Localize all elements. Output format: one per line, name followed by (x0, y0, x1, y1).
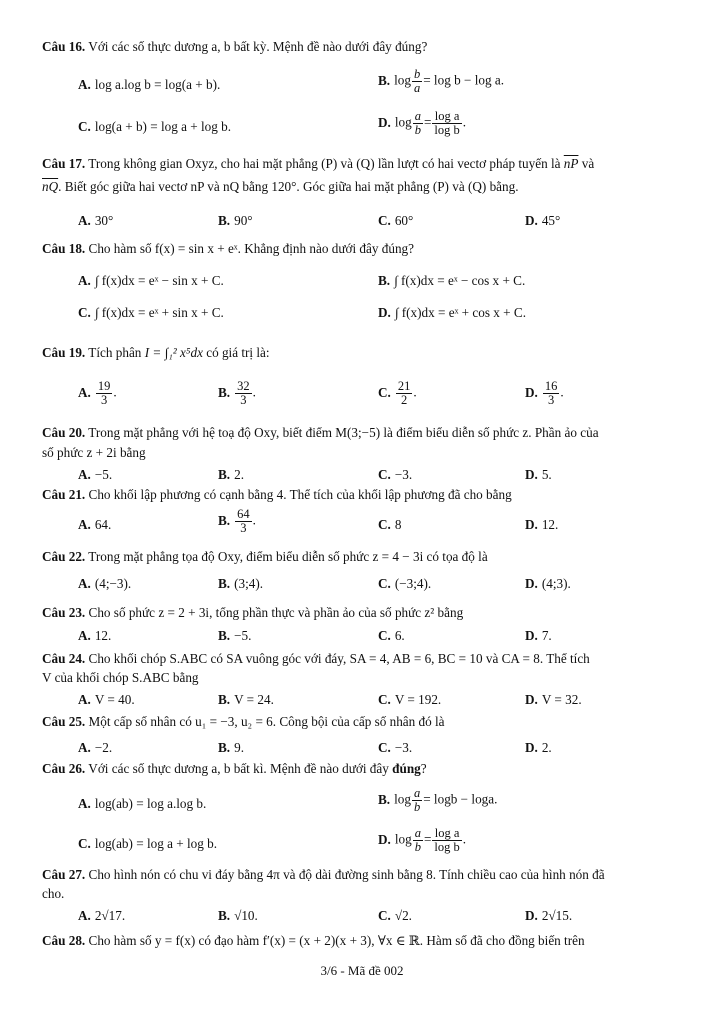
option-a[interactable] (78, 76, 220, 93)
option-text: 45° (541, 213, 561, 228)
option-text: (3;4). (234, 576, 264, 591)
option-text: ∫ f(x)dx = eˣ − sin x + C. (94, 273, 224, 288)
question-24 (42, 650, 684, 686)
option-text: ∫ f(x)dx = eˣ + sin x + C. (94, 305, 224, 320)
option-b[interactable] (218, 739, 244, 756)
option-label: A. (78, 740, 91, 755)
question-18 (42, 240, 414, 257)
option-text: 2. (541, 740, 552, 755)
option-label: D. (378, 114, 391, 130)
option-text: 7. (541, 628, 552, 643)
fraction (412, 787, 422, 814)
option-label: D. (525, 467, 538, 482)
option-label: D. (525, 908, 538, 923)
option-text: 64. (94, 517, 112, 532)
question-stem: Cho hàm số y = f(x) có đạo hàm f′(x) = (x + 2)(x + 3), ∀x ∈ ℝ. Hàm số đã cho đồng biến trên (88, 933, 585, 948)
option-d[interactable] (525, 739, 552, 756)
option-label: B. (378, 72, 391, 88)
option-b[interactable] (218, 691, 274, 708)
option-text: log (394, 114, 412, 130)
option-label: B. (218, 384, 231, 400)
page-footer: 3/6 - Mã đề 002 (320, 963, 404, 978)
option-label: A. (78, 273, 91, 288)
question-number: Câu 22. (42, 549, 86, 564)
option-label: C. (378, 576, 391, 591)
numerator: a (413, 786, 421, 800)
option-label: C. (78, 119, 91, 134)
option-text: −2. (94, 740, 113, 755)
option-label: D. (378, 831, 391, 847)
question-number: Câu 18. (42, 241, 86, 256)
option-label: D. (525, 213, 538, 228)
denominator: 3 (240, 393, 247, 408)
question-20 (42, 424, 684, 461)
option-d[interactable] (525, 691, 582, 708)
question-number: Câu 23. (42, 605, 86, 620)
option-label: C. (378, 384, 391, 400)
numerator: b (413, 67, 421, 81)
option-b[interactable] (378, 272, 525, 289)
option-a[interactable] (78, 627, 111, 644)
denominator: 3 (547, 393, 555, 408)
option-label: D. (378, 305, 391, 320)
question-stem: Cho khối lập phương có cạnh bằng 4. Thể tích của khối lập phương đã cho bằng (88, 487, 512, 502)
option-text: log (394, 72, 411, 88)
option-text: = (423, 831, 432, 847)
option-a[interactable] (78, 739, 112, 756)
option-d[interactable] (525, 212, 560, 229)
option-text: . (462, 831, 467, 847)
option-text: log(ab) = log a + log b. (94, 836, 218, 851)
question-17 (42, 155, 684, 195)
option-label: C. (378, 517, 391, 532)
denominator: 2 (400, 393, 408, 408)
option-c[interactable] (378, 691, 441, 708)
question-stem: Cho số phức z = 2 + 3i, tổng phần thực và phần ảo của số phức z² bằng (88, 605, 464, 620)
option-a[interactable] (78, 212, 113, 229)
question-16 (42, 38, 427, 55)
denominator: log b (434, 840, 460, 855)
option-c[interactable] (78, 835, 217, 852)
question-stem: Một cấp số nhân có u₁ = −3, u₂ = 6. Công bội của cấp số nhân đó là (88, 714, 445, 729)
question-stem: Trong mặt phẳng tọa độ Oxy, điểm biểu diễn số phức z = 4 − 3i có tọa độ là (88, 549, 488, 564)
option-label: B. (218, 692, 231, 707)
option-a[interactable] (78, 272, 224, 289)
option-label: C. (378, 467, 391, 482)
option-text: ∫ f(x)dx = eˣ − cos x + C. (394, 273, 526, 288)
option-label: C. (378, 213, 391, 228)
option-label: B. (218, 908, 231, 923)
option-d[interactable] (525, 380, 564, 407)
option-label: D. (525, 517, 538, 532)
option-text: log(ab) = log a.log b. (94, 796, 207, 811)
option-c[interactable] (378, 380, 417, 407)
question-23 (42, 604, 463, 621)
option-text: 2√17. (94, 908, 126, 923)
fraction (412, 68, 422, 95)
option-a[interactable] (78, 795, 206, 812)
question-22 (42, 548, 488, 565)
option-label: D. (525, 576, 538, 591)
fraction (396, 380, 413, 407)
option-text: 12. (94, 628, 112, 643)
option-text: V = 192. (394, 692, 442, 707)
option-label: D. (525, 740, 538, 755)
option-label: B. (378, 791, 391, 807)
option-label: C. (378, 740, 391, 755)
option-text: 30° (94, 213, 114, 228)
question-number: Câu 27. (42, 867, 86, 882)
option-label: A. (78, 628, 91, 643)
option-text: log(a + b) = log a + log b. (94, 119, 232, 134)
option-text: . (252, 384, 256, 400)
option-c[interactable] (378, 212, 413, 229)
option-label: B. (218, 213, 231, 228)
option-text: (−3;4). (394, 576, 432, 591)
fraction (432, 827, 461, 854)
question-number: Câu 28. (42, 933, 86, 948)
option-d[interactable] (378, 110, 466, 137)
option-label: B. (218, 467, 231, 482)
option-label: D. (525, 384, 538, 400)
option-text: √2. (394, 908, 412, 923)
option-a[interactable] (78, 380, 117, 407)
fraction (235, 380, 252, 407)
question-stem: Tích phân (88, 345, 142, 360)
option-a[interactable] (78, 516, 111, 533)
option-text: = log b − log a. (423, 72, 505, 88)
question-stem: ? (420, 761, 427, 776)
option-c[interactable] (78, 304, 224, 321)
option-label: C. (378, 628, 391, 643)
question-26 (42, 760, 427, 777)
option-label: A. (78, 576, 91, 591)
option-label: B. (218, 512, 231, 528)
question-number: Câu 25. (42, 714, 86, 729)
option-d[interactable] (525, 907, 572, 924)
option-label: A. (78, 467, 91, 482)
option-text: log (394, 831, 412, 847)
option-a[interactable] (78, 466, 112, 483)
question-stem: Cho hình nón có chu vi đáy bằng 4π và độ dài đường sinh bằng 8. Tính chiều cao của hình nón đã (88, 867, 605, 882)
question-stem: V của khối chóp S.ABC bằng (42, 670, 199, 686)
numerator: log a (432, 827, 461, 841)
option-text: V = 24. (234, 692, 274, 707)
numerator: 16 (544, 379, 558, 393)
question-number: Câu 20. (42, 425, 86, 440)
numerator: a (414, 826, 421, 840)
numerator: 19 (97, 379, 111, 393)
option-b[interactable] (218, 575, 263, 592)
option-text: 5. (541, 467, 552, 482)
question-stem: Với các số thực dương a, b bất kì. Mệnh đề nào dưới đây (88, 761, 389, 776)
fraction (96, 380, 113, 407)
question-stem: Trong không gian Oxyz, cho hai mặt phẳng (P) và (Q) lần lượt có hai vectơ pháp tuyến là (88, 156, 561, 171)
denominator: 3 (240, 521, 247, 536)
question-19 (42, 344, 270, 361)
option-label: D. (525, 628, 538, 643)
option-label: C. (78, 836, 91, 851)
question-number: Câu 26. (42, 761, 86, 776)
numerator: a (414, 109, 421, 123)
option-c[interactable] (378, 575, 431, 592)
option-c[interactable] (378, 516, 401, 533)
option-d[interactable] (525, 466, 552, 483)
option-c[interactable] (78, 118, 231, 135)
option-text: 9. (234, 740, 244, 755)
question-number: Câu 17. (42, 156, 86, 171)
question-stem: Cho hàm số f(x) = sin x + eˣ. Khẳng định nào dưới đây đúng? (88, 241, 414, 256)
option-text: . (462, 114, 467, 130)
option-text: 12. (541, 517, 559, 532)
question-number: Câu 24. (42, 651, 86, 666)
option-text: . (413, 384, 417, 400)
option-text: log a.log b = log(a + b). (94, 77, 221, 92)
question-stem: Với các số thực dương a, b bất kỳ. Mệnh đề nào dưới đây đúng? (88, 39, 428, 54)
option-text: −3. (394, 467, 413, 482)
question-stem: và (581, 156, 595, 171)
option-d[interactable] (378, 827, 466, 854)
option-label: C. (378, 692, 391, 707)
option-text: (4;−3). (94, 576, 132, 591)
question-25 (42, 713, 445, 730)
option-c[interactable] (378, 627, 405, 644)
option-text: . (560, 384, 564, 400)
fraction (543, 380, 560, 407)
denominator: log b (434, 123, 460, 138)
question-stem: có giá trị là: (206, 345, 270, 360)
option-label: B. (218, 576, 231, 591)
vector-nq: $\overline{nQ}$ (42, 179, 59, 195)
option-b[interactable] (378, 68, 504, 95)
fraction (413, 827, 423, 854)
option-text: V = 40. (94, 692, 135, 707)
option-b[interactable] (218, 212, 253, 229)
denominator: a (413, 81, 421, 96)
option-text: V = 32. (541, 692, 582, 707)
question-27 (42, 866, 684, 902)
option-label: B. (378, 273, 391, 288)
question-stem: Trong mặt phẳng với hệ toạ độ Oxy, biết điểm M(3;−5) là điểm biểu diễn số phức z. Phần ảo của (88, 425, 599, 440)
question-number: Câu 19. (42, 345, 86, 360)
option-text: √10. (234, 908, 258, 923)
option-label: C. (378, 908, 391, 923)
question-stem: số phức z + 2i bằng (42, 445, 146, 461)
option-text: = (423, 114, 432, 130)
denominator: 3 (100, 393, 108, 408)
option-b[interactable] (218, 508, 256, 535)
option-text: 6. (394, 628, 405, 643)
option-text: −5. (94, 467, 113, 482)
option-b[interactable] (378, 787, 497, 814)
option-text: = logb − loga. (423, 791, 498, 807)
option-b[interactable] (218, 466, 244, 483)
numerator: log a (432, 110, 461, 124)
option-text: 8 (394, 517, 402, 532)
question-stem: cho. (42, 886, 65, 902)
option-c[interactable] (378, 466, 412, 483)
fraction (413, 110, 423, 137)
numerator: 32 (237, 379, 250, 393)
option-label: A. (78, 692, 91, 707)
question-number: Câu 16. (42, 39, 86, 54)
option-d[interactable] (525, 627, 552, 644)
option-d[interactable] (525, 516, 558, 533)
numerator: 64 (237, 507, 250, 521)
fraction (432, 110, 461, 137)
option-text: 60° (394, 213, 414, 228)
option-b[interactable] (218, 380, 256, 407)
option-text: . (252, 512, 256, 528)
option-text: 90° (234, 213, 253, 228)
option-d[interactable] (378, 304, 526, 321)
option-a[interactable] (78, 575, 131, 592)
option-text: log (394, 791, 411, 807)
denominator: b (414, 123, 421, 138)
option-d[interactable] (525, 575, 571, 592)
option-label: A. (78, 796, 91, 811)
denominator: b (413, 800, 421, 815)
option-label: D. (525, 692, 538, 707)
question-28 (42, 932, 585, 949)
option-c[interactable] (378, 739, 412, 756)
fraction (235, 508, 252, 535)
vector-np: $\overline{nP}$ (563, 156, 579, 171)
question-number: Câu 21. (42, 487, 86, 502)
option-label: C. (78, 305, 91, 320)
question-stem: . Biết góc giữa hai vectơ nP và nQ bằng 120°. Góc giữa hai mặt phẳng (P) và (Q) bằng. (58, 179, 519, 195)
denominator: b (414, 840, 421, 855)
option-label: A. (78, 77, 91, 92)
option-text: (4;3). (541, 576, 571, 591)
option-label: A. (78, 213, 91, 228)
option-label: A. (78, 517, 91, 532)
option-label: B. (218, 628, 231, 643)
option-text: ∫ f(x)dx = eˣ + cos x + C. (394, 305, 527, 320)
integral-expression: I = ∫₁² x⁵dx (144, 345, 203, 360)
option-label: A. (78, 908, 91, 923)
option-text: −5. (234, 628, 252, 643)
question-stem: Cho khối chóp S.ABC có SA vuông góc với đáy, SA = 4, AB = 6, BC = 10 và CA = 8. Thể tích (88, 651, 590, 666)
option-text: 2√15. (541, 908, 573, 923)
option-a[interactable] (78, 907, 125, 924)
option-label: B. (218, 740, 231, 755)
option-b[interactable] (218, 627, 251, 644)
question-stem-emphasis: đúng (392, 761, 421, 776)
option-c[interactable] (378, 907, 412, 924)
numerator: 21 (397, 379, 411, 393)
option-text: −3. (394, 740, 413, 755)
option-label: A. (78, 384, 91, 400)
option-b[interactable] (218, 907, 258, 924)
option-text: . (113, 384, 117, 400)
option-a[interactable] (78, 691, 135, 708)
question-21 (42, 486, 512, 503)
option-text: 2. (234, 467, 244, 482)
